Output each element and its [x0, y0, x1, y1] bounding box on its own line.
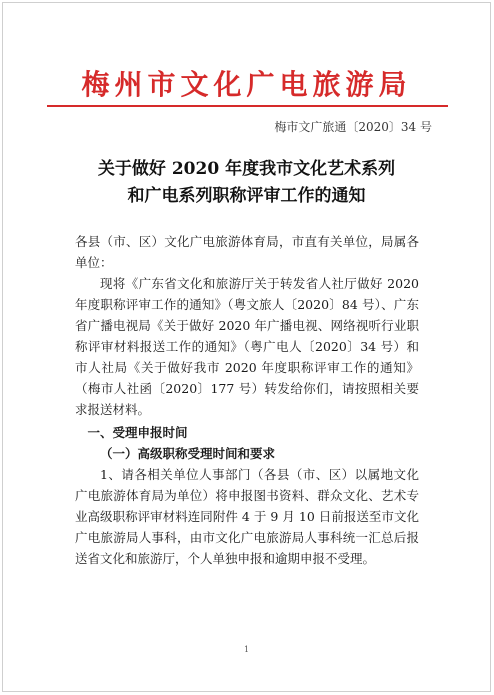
- page-number: 1: [243, 645, 250, 654]
- title-line-2: 和广电系列职称评审工作的通知: [127, 186, 366, 206]
- document-body: [75, 231, 419, 569]
- paragraph-2: 1、请各相关单位人事部门（各县（市、区）以属地文化广电旅游体育局为单位）将申报图书资料、群众文化、艺术专业高级职称评审材料连同附件 4 于 9 月 10 日前报送至市文化广电旅游局人事科，由市文化广电旅游局人事科统一汇总后报送省文化和旅游厅，个人单独申报和逾期申报不受理。: [75, 467, 419, 566]
- red-header-rule: [47, 105, 448, 107]
- section-1-heading: 一、受理申报时间: [87, 425, 188, 440]
- subsection-1-heading: （一）高级职称受理时间和要求: [100, 446, 276, 461]
- title-line-1: 关于做好 2020 年度我市文化艺术系列: [97, 159, 396, 179]
- document-page: [2, 2, 491, 692]
- issuing-organization: 梅州市文化广电旅游局: [81, 68, 412, 101]
- salutation: 各县（市、区）文化广电旅游体育局，市直有关单位，局属各单位：: [75, 234, 419, 270]
- document-number: 梅市文广旅通〔2020〕34 号: [274, 120, 432, 134]
- paragraph-1: 现将《广东省文化和旅游厅关于转发省人社厅做好 2020 年度职称评审工作的通知》（粤文旅人〔2020〕84 号）、广东省广播电视局《关于做好 2020 年广播电视、网络视听行业职称评审材料报送工作的通知》（粤广电人〔2020〕34 号）和市人社局《关于做好我市 2020 年度职称评审工作的通知》（梅市人社函〔2020〕177 号）转发给你们，请按照相关要求报送材料。: [75, 276, 419, 417]
- document-title: [3, 156, 490, 210]
